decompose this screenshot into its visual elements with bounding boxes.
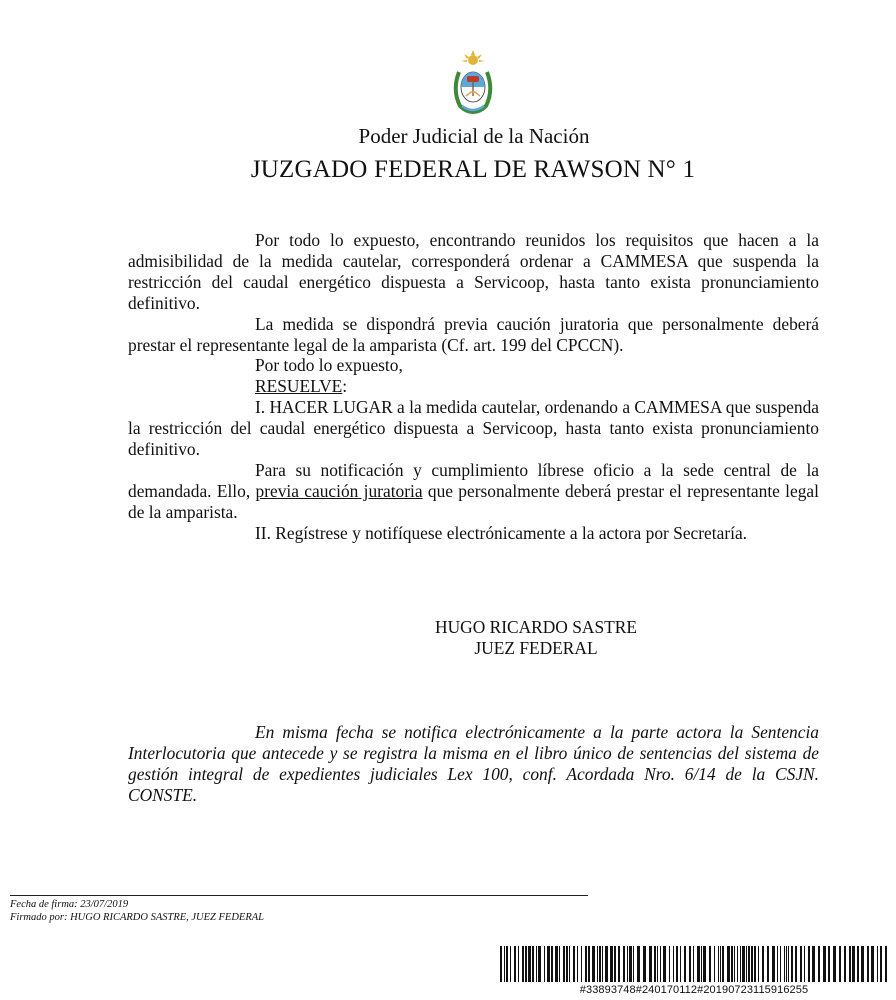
resuelve-line: RESUELVE: (255, 376, 348, 397)
paragraph-7: II. Regístrese y notifíquese electrónicamente a la actora por Secretaría. (255, 522, 748, 543)
court-title: JUZGADO FEDERAL DE RAWSON N° 1 (250, 156, 696, 183)
barcode-number: #33893748#240170112#20190723115916255 (579, 984, 809, 996)
paragraph-6 (128, 460, 819, 523)
paragraph-3: Por todo lo expuesto, (255, 355, 403, 376)
paragraph-6-end: que personalmente deberá prestar el representante legal de la amparista. (128, 480, 819, 522)
paragraph-6-underlined: previa caución juratoria (255, 480, 423, 501)
institution-title: Poder Judicial de la Nación (358, 124, 590, 148)
coat-of-arms-icon (450, 50, 496, 116)
resuelve-heading: RESUELVE (255, 376, 343, 397)
resolution-body (128, 230, 819, 544)
signer-name: HUGO RICARDO SASTRE (435, 617, 637, 637)
paragraph-5: I. HACER LUGAR a la medida cautelar, ordenando a CAMMESA que suspenda la restricción del caudal energético dispuesta a Servicoop, hasta tanto exista pronunciamiento definitivo. (128, 397, 819, 460)
notification-text: En misma fecha se notifica electrónicamente a la parte actora la Sentencia Interlocutoria que antecede y se registra la misma en el libro único de sentencias del sistema de gestión integral de expedientes judiciales Lex 100, conf. Acordada Nro. 6/14 de la CSJN. CONSTE. (128, 722, 819, 805)
signed-by: Firmado por: HUGO RICARDO SASTRE, JUEZ FEDERAL (10, 912, 265, 923)
signer-title: JUEZ FEDERAL (474, 638, 598, 658)
paragraph-1: Por todo lo expuesto, encontrando reunidos los requisitos que hacen a la admisibilidad de la medida cautelar, corresponderá ordenar a CAMMESA que suspenda la restricción del caudal energético dispuesta a Servicoop, hasta tanto exista pronunciamiento definitivo. (128, 230, 819, 313)
sign-date: Fecha de firma: 23/07/2019 (10, 899, 129, 910)
barcode-icon (500, 946, 888, 982)
paragraph-2: La medida se dispondrá previa caución juratoria que personalmente deberá prestar el representante legal de la amparista (Cf. art. 199 del CPCCN). (128, 313, 819, 355)
paragraph-6-start: Para su notificación y cumplimiento líbrese oficio a la sede central de la demandada. Ello, (128, 459, 819, 501)
footer-divider (10, 895, 588, 896)
notification-note (128, 722, 819, 806)
